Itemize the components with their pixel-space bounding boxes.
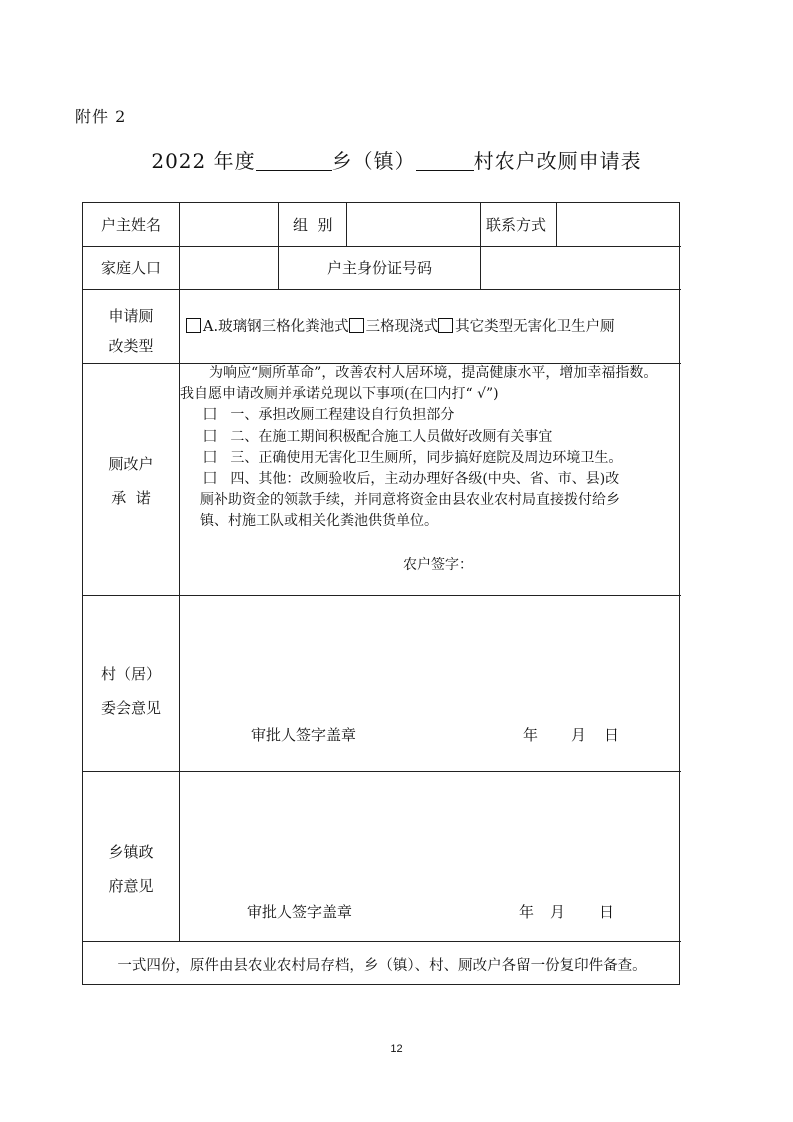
option-c-checkbox[interactable] xyxy=(438,318,453,333)
group-label: 组 别 xyxy=(293,216,333,234)
pledge-item-4-line1[interactable]: 囗 四、其他：改厕验收后，主动办理好各级(中央、省、市、县)改 xyxy=(203,471,620,487)
row-divider xyxy=(83,289,681,290)
pledge-label-line2: 承 诺 xyxy=(111,489,151,507)
township-opinion-label-line2: 府意见 xyxy=(108,877,154,895)
option-b-label: 三格现浇式 xyxy=(365,319,439,335)
toilet-type-options xyxy=(186,317,615,337)
contact-field[interactable] xyxy=(557,204,679,245)
family-size-field[interactable] xyxy=(180,247,277,288)
owner-name-label: 户主姓名 xyxy=(100,216,161,234)
township-day-label: 日 xyxy=(599,903,615,921)
pledge-intro-line2: 我自愿申请改厕并承诺兑现以下事项(在囗内打“ √”) xyxy=(180,386,499,402)
option-b-checkbox[interactable] xyxy=(349,318,364,333)
owner-name-field[interactable] xyxy=(180,204,277,245)
village-day-label: 日 xyxy=(604,726,620,744)
pledge-item-3[interactable]: 囗 三、正确使用无害化卫生厕所，同步搞好庭院及周边环境卫生。 xyxy=(203,450,623,466)
village-opinion-field[interactable] xyxy=(180,596,680,706)
township-blank[interactable] xyxy=(256,152,332,171)
toilet-type-label xyxy=(83,307,179,355)
id-number-label: 户主身份证号码 xyxy=(326,259,432,277)
copies-note: 一式四份，原件由县农业农村局存档，乡（镇）、村、厕改户各留一份复印件备查。 xyxy=(117,958,647,974)
village-opinion-label-line1: 村（居） xyxy=(100,665,161,683)
group-field[interactable] xyxy=(347,204,479,245)
pledge-item-4-line3: 镇、村施工队或相关化粪池供货单位。 xyxy=(200,513,438,529)
village-year-label: 年 xyxy=(523,726,539,744)
toilet-type-label-line2: 改类型 xyxy=(108,337,154,355)
village-opinion-label xyxy=(83,665,179,717)
pledge-label xyxy=(83,455,179,507)
township-month-label: 月 xyxy=(550,903,566,921)
option-a-checkbox[interactable] xyxy=(186,318,201,333)
township-opinion-label-line1: 乡镇政 xyxy=(108,843,154,861)
title-suffix: 村农户改厕申请表 xyxy=(473,149,642,173)
id-number-field[interactable] xyxy=(481,247,679,288)
farmer-signature-label: 农户签字： xyxy=(403,557,473,573)
township-year-label: 年 xyxy=(519,903,535,921)
title-township: 乡（镇） xyxy=(331,149,416,173)
toilet-type-label-line1: 申请厕 xyxy=(108,307,154,325)
page-number: 12 xyxy=(390,1043,403,1055)
option-a-label: A.玻璃钢三格化粪池式 xyxy=(203,319,349,335)
family-size-label: 家庭人口 xyxy=(100,259,161,277)
farmer-signature-field[interactable] xyxy=(477,553,627,577)
title-year: 2022 年度 xyxy=(151,149,256,173)
village-opinion-label-line2: 委会意见 xyxy=(100,699,161,717)
contact-label: 联系方式 xyxy=(486,216,547,234)
village-blank[interactable] xyxy=(416,152,474,171)
form-title xyxy=(0,145,793,174)
township-opinion-label xyxy=(83,843,179,895)
pledge-item-4-line2: 厕补助资金的领款手续，并同意将资金由县农业农村局直接拨付给乡 xyxy=(200,492,620,508)
village-month-label: 月 xyxy=(571,726,587,744)
pledge-item-2[interactable]: 囗 二、在施工期间积极配合施工人员做好改厕有关事宜 xyxy=(203,429,553,445)
pledge-label-line1: 厕改户 xyxy=(108,455,154,473)
attachment-label: 附件 2 xyxy=(75,107,127,126)
application-form-table xyxy=(82,202,680,985)
village-approver-label: 审批人签字盖章 xyxy=(251,726,357,744)
township-opinion-field[interactable] xyxy=(180,772,680,887)
row-divider xyxy=(83,941,681,942)
option-c-label: 其它类型无害化卫生户厕 xyxy=(455,319,615,335)
pledge-intro-line1: 为响应“厕所革命”，改善农村人居环境，提高健康水平，增加幸福指数。 xyxy=(209,365,658,381)
township-approver-label: 审批人签字盖章 xyxy=(247,903,353,921)
pledge-item-1[interactable]: 囗 一、承担改厕工程建设自行负担部分 xyxy=(203,407,455,423)
